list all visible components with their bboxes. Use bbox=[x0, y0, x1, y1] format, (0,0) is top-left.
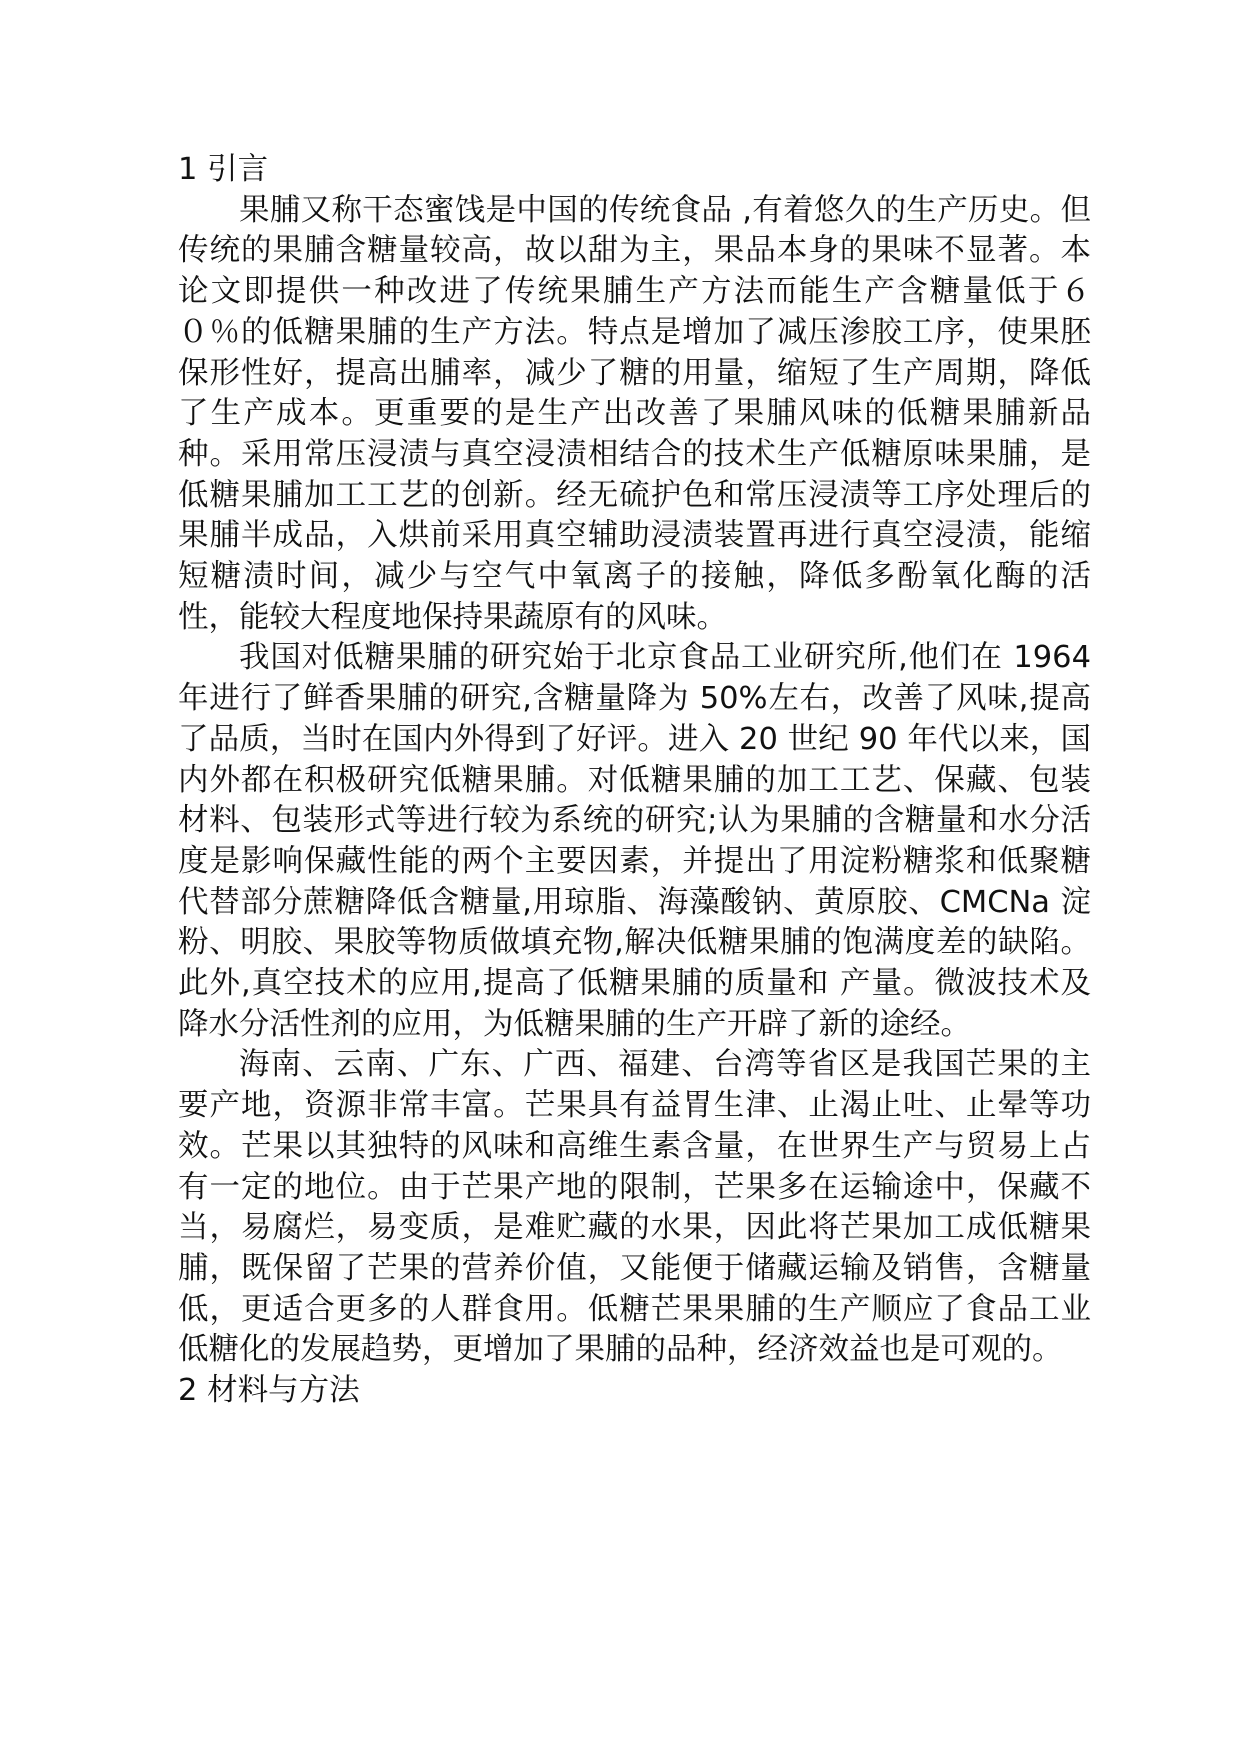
section-heading-materials-methods: 2 材料与方法 bbox=[178, 1373, 360, 1409]
paragraph-preserved-fruit-overview: 果脯又称干态蜜饯是中国的传统食品 ,有着悠久的生产历史。但传统的果脯含糖量较高，故以甜为主，果品本身的果味不显著。本论文即提供一种改进了传统果脯生产方法而能生产含糖量低于６０％的低糖果脯的生产方法。特点是增加了减压渗胶工序，使果胚保形性好，提高出脯率，减少了糖的用量，缩短了生产周期，降低了生产成本。更重要的是生产出改善了果脯风味的低糖果脯新品种。采用常压浸渍与真空浸渍相结合的技术生产低糖原味果脯，是低糖果脯加工工艺的创新。经无硫护色和常压浸渍等工序处理后的果脯半成品，入烘前采用真空辅助浸渍装置再进行真空浸渍，能缩短糖渍时间，减少与空气中氧离子的接触，降低多酚氧化酶的活性，能较大程度地保持果蔬原有的风味。 bbox=[178, 192, 1091, 635]
paragraph-mango-production: 海南、云南、广东、广西、福建、台湾等省区是我国芒果的主要产地，资源非常丰富。芒果具有益胃生津、止渴止吐、止晕等功效。芒果以其独特的风味和高维生素含量，在世界生产与贸易上占有一定的地位。由于芒果产地的限制，芒果多在运输途中，保藏不当，易腐烂，易变质，是难贮藏的水果，因此将芒果加工成低糖果脯，既保留了芒果的营养价值，又能便于储藏运输及销售，含糖量低，更适合更多的人群食用。低糖芒果果脯的生产顺应了食品工业低糖化的发展趋势，更增加了果脯的品种，经济效益也是可观的。 bbox=[178, 1047, 1091, 1368]
document-page bbox=[178, 150, 1091, 1412]
paragraph-research-history: 我国对低糖果脯的研究始于北京食品工业研究所,他们在 1964 年进行了鲜香果脯的研究,含糖量降为 50%左右，改善了风味,提高了品质，当时在国内外得到了好评。进入 20 世纪 90 年代以来，国内外都在积极研究低糖果脯。对低糖果脯的加工工艺、保藏、包装材料、包装形式等进行较为系统的研究;认为果脯的含糖量和水分活度是影响保藏性能的两个主要因素，并提出了用淀粉糖浆和低聚糖代替部分蔗糖降低含糖量,用琼脂、海藻酸钠、黄原胶、CMCNa 淀粉、明胶、果胶等物质做填充物,解决低糖果脯的饱满度差的缺陷。此外,真空技术的应用,提高了低糖果脯的质量和 产量。微波技术及降水分活性剂的应用，为低糖果脯的生产开辟了新的途经。 bbox=[178, 640, 1091, 1042]
section-heading-introduction: 1 引言 bbox=[178, 152, 269, 187]
